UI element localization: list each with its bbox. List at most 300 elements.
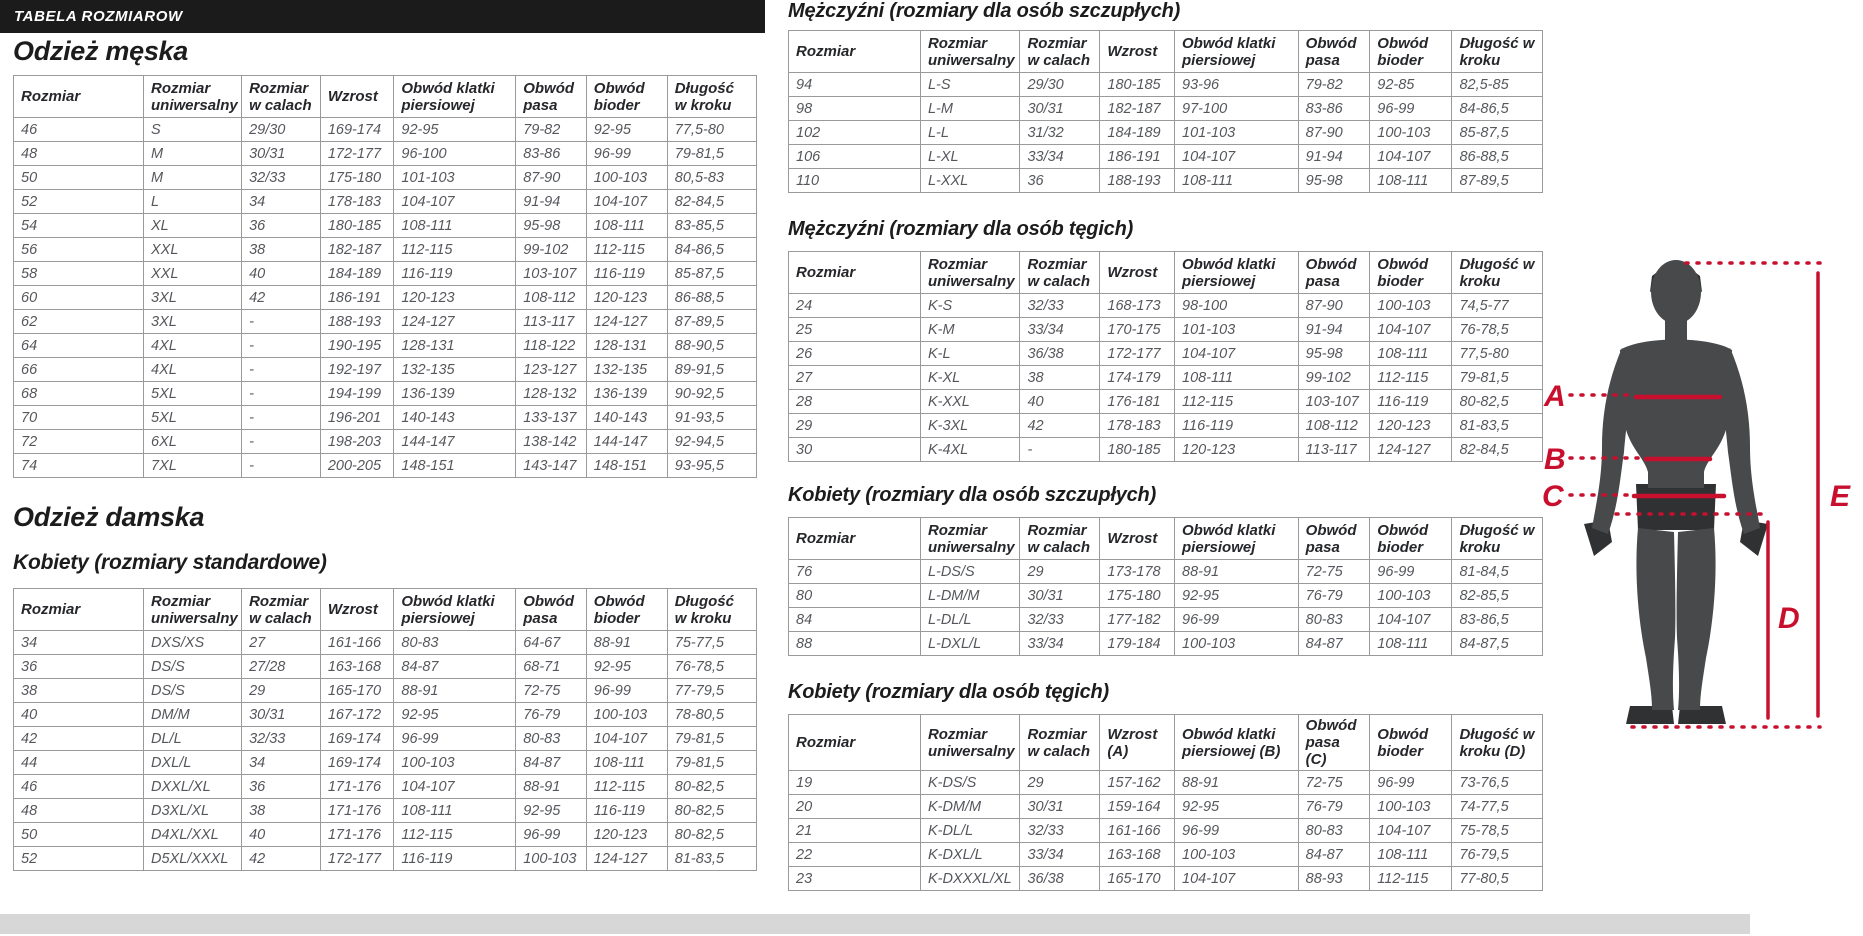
table-cell: 104-107 <box>586 190 667 214</box>
table-row <box>789 294 1543 318</box>
table-row <box>789 97 1543 121</box>
table-row <box>14 214 757 238</box>
table-row <box>789 366 1543 390</box>
table-cell: 101-103 <box>394 166 516 190</box>
table-cell: 76 <box>789 560 921 584</box>
table-cell: 132-135 <box>394 358 516 382</box>
table-cell: D5XL/XXXL <box>144 847 242 871</box>
table-row <box>789 632 1543 656</box>
table-cell: K-3XL <box>920 414 1020 438</box>
table-cell: 124-127 <box>394 310 516 334</box>
table-cell: 180-185 <box>320 214 394 238</box>
table-cell: 113-117 <box>1298 438 1370 462</box>
table-cell: - <box>242 382 321 406</box>
table-cell: 83-86 <box>1298 97 1370 121</box>
table-cell: L-XL <box>920 145 1020 169</box>
table-cell: 91-94 <box>1298 145 1370 169</box>
table-cell: 6XL <box>144 430 242 454</box>
label-C: C <box>1542 480 1564 513</box>
table-cell: L-DM/M <box>920 584 1020 608</box>
table-row <box>14 118 757 142</box>
table-cell: 76-78,5 <box>667 655 756 679</box>
table-cell: 5XL <box>144 382 242 406</box>
table-cell: 116-119 <box>394 262 516 286</box>
table-cell: 133-137 <box>516 406 587 430</box>
table-cell: 104-107 <box>394 775 516 799</box>
table-cell: 100-103 <box>1370 121 1452 145</box>
table-cell: 34 <box>242 751 321 775</box>
column-header: Rozmiar <box>789 715 921 771</box>
table-cell: 91-94 <box>1298 318 1370 342</box>
table-cell: 33/34 <box>1020 145 1100 169</box>
table-cell: 38 <box>14 679 144 703</box>
body-measurement-diagram <box>1524 188 1863 768</box>
table-cell: 184-189 <box>320 262 394 286</box>
table-cell: 96-99 <box>1370 560 1452 584</box>
table-cell: L-DS/S <box>920 560 1020 584</box>
table-cell: 92-95 <box>516 799 587 823</box>
table-cell: 172-177 <box>320 142 394 166</box>
women-size-table <box>13 588 757 871</box>
bottom-gray-band <box>0 914 1750 934</box>
table-cell: 112-115 <box>586 238 667 262</box>
table-cell: 108-111 <box>1370 843 1452 867</box>
men-size-table <box>13 75 757 478</box>
table-cell: 42 <box>1020 414 1100 438</box>
table-cell: 87-89,5 <box>667 310 756 334</box>
table-cell: 19 <box>789 771 921 795</box>
table-cell: 194-199 <box>320 382 394 406</box>
table-cell: 188-193 <box>1100 169 1175 193</box>
table-cell: 103-107 <box>1298 390 1370 414</box>
table-cell: 52 <box>14 847 144 871</box>
table-cell: 165-170 <box>1100 867 1175 891</box>
table-cell: 83-86 <box>516 142 587 166</box>
table-cell: DS/S <box>144 679 242 703</box>
table-cell: 62 <box>14 310 144 334</box>
column-header: Długość w kroku <box>667 589 756 631</box>
table-row <box>789 608 1543 632</box>
table-cell: 92-85 <box>1370 73 1452 97</box>
table-cell: 92-95 <box>1175 795 1299 819</box>
table-cell: 101-103 <box>1175 318 1299 342</box>
table-cell: K-DL/L <box>920 819 1020 843</box>
table-row <box>14 262 757 286</box>
table-cell: 174-179 <box>1100 366 1175 390</box>
table-cell: 172-177 <box>320 847 394 871</box>
table-cell: 120-123 <box>1175 438 1299 462</box>
table-row <box>789 819 1543 843</box>
column-header: Wzrost <box>1100 252 1175 294</box>
table-cell: 144-147 <box>586 430 667 454</box>
table-cell: - <box>242 430 321 454</box>
women-slim-table <box>788 517 1543 656</box>
table-cell: 108-112 <box>516 286 587 310</box>
table-cell: 77,5-80 <box>1452 342 1543 366</box>
table-cell: 113-117 <box>516 310 587 334</box>
table-cell: 77,5-80 <box>667 118 756 142</box>
table-cell: 104-107 <box>1370 318 1452 342</box>
table-cell: 80 <box>789 584 921 608</box>
table-cell: 72-75 <box>516 679 587 703</box>
table-cell: 96-99 <box>586 142 667 166</box>
table-cell: 22 <box>789 843 921 867</box>
table-cell: 66 <box>14 358 144 382</box>
table-cell: 175-180 <box>320 166 394 190</box>
table-cell: 165-170 <box>320 679 394 703</box>
table-cell: XL <box>144 214 242 238</box>
men-slim-title: Mężczyźni (rozmiary dla osób szczupłych) <box>788 0 1181 22</box>
table-cell: 116-119 <box>586 799 667 823</box>
table-cell: 84 <box>789 608 921 632</box>
table-cell: 76-78,5 <box>1452 318 1543 342</box>
women-stout-table-wrap <box>788 714 1543 891</box>
table-cell: 42 <box>242 286 321 310</box>
table-cell: 120-123 <box>586 823 667 847</box>
table-row <box>789 318 1543 342</box>
table-cell: 116-119 <box>586 262 667 286</box>
column-header: Rozmiar <box>14 76 144 118</box>
table-row <box>789 169 1543 193</box>
table-cell: 86-88,5 <box>667 286 756 310</box>
column-header: Obwód bioder <box>1370 715 1452 771</box>
column-header: Obwód bioder <box>586 589 667 631</box>
table-row <box>14 751 757 775</box>
table-cell: 100-103 <box>586 703 667 727</box>
table-cell: 80-82,5 <box>667 799 756 823</box>
table-cell: 178-183 <box>320 190 394 214</box>
table-cell: 161-166 <box>320 631 394 655</box>
column-header: Obwód bioder <box>586 76 667 118</box>
column-header: Długość w kroku <box>1452 252 1543 294</box>
table-cell: - <box>242 406 321 430</box>
label-D: D <box>1778 602 1800 635</box>
header-row <box>789 715 1543 771</box>
table-cell: 173-178 <box>1100 560 1175 584</box>
table-cell: 108-111 <box>586 751 667 775</box>
table-cell: - <box>1020 438 1100 462</box>
men-section-title: Odzież męska <box>13 36 188 66</box>
table-cell: 182-187 <box>1100 97 1175 121</box>
table-cell: 81-83,5 <box>667 847 756 871</box>
table-cell: 81-84,5 <box>1452 560 1543 584</box>
table-cell: 161-166 <box>1100 819 1175 843</box>
table-cell: 99-102 <box>516 238 587 262</box>
table-cell: 108-112 <box>1298 414 1370 438</box>
men-slim-table-wrap <box>788 30 1543 193</box>
table-cell: 74,5-77 <box>1452 294 1543 318</box>
table-cell: 86-88,5 <box>1452 145 1543 169</box>
table-cell: 29 <box>1020 771 1100 795</box>
table-row <box>14 166 757 190</box>
column-header: Rozmiar w calach <box>242 589 321 631</box>
table-cell: 96-99 <box>516 823 587 847</box>
table-cell: 98 <box>789 97 921 121</box>
label-E: E <box>1830 480 1851 513</box>
table-cell: - <box>242 454 321 478</box>
table-cell: 50 <box>14 166 144 190</box>
table-cell: 87-90 <box>1298 121 1370 145</box>
table-cell: DL/L <box>144 727 242 751</box>
table-cell: 46 <box>14 775 144 799</box>
table-cell: 56 <box>14 238 144 262</box>
table-cell: 5XL <box>144 406 242 430</box>
table-cell: 48 <box>14 142 144 166</box>
table-row <box>14 655 757 679</box>
table-row <box>789 843 1543 867</box>
table-cell: L-M <box>920 97 1020 121</box>
table-cell: 116-119 <box>1370 390 1452 414</box>
table-cell: 90-92,5 <box>667 382 756 406</box>
table-cell: 29/30 <box>242 118 321 142</box>
table-cell: 84-87 <box>394 655 516 679</box>
table-cell: 20 <box>789 795 921 819</box>
column-header: Rozmiar w calach <box>1020 518 1100 560</box>
column-header: Obwód klatki piersiowej <box>1175 252 1299 294</box>
table-cell: 80-83 <box>1298 819 1370 843</box>
column-header: Długość w kroku <box>1452 31 1543 73</box>
table-cell: M <box>144 166 242 190</box>
table-cell: 104-107 <box>1370 608 1452 632</box>
column-header: Wzrost <box>1100 31 1175 73</box>
column-header: Obwód pasa <box>1298 518 1370 560</box>
table-cell: 138-142 <box>516 430 587 454</box>
table-cell: 136-139 <box>586 382 667 406</box>
table-cell: 44 <box>14 751 144 775</box>
table-cell: 104-107 <box>586 727 667 751</box>
table-cell: 78-80,5 <box>667 703 756 727</box>
table-cell: 132-135 <box>586 358 667 382</box>
column-header: Obwód bioder <box>1370 31 1452 73</box>
table-cell: 171-176 <box>320 823 394 847</box>
header-row <box>14 76 757 118</box>
table-cell: 120-123 <box>1370 414 1452 438</box>
table-cell: K-DS/S <box>920 771 1020 795</box>
table-cell: 184-189 <box>1100 121 1175 145</box>
table-cell: 177-182 <box>1100 608 1175 632</box>
table-cell: 79-82 <box>1298 73 1370 97</box>
table-cell: 80-82,5 <box>667 823 756 847</box>
table-cell: 75-77,5 <box>667 631 756 655</box>
table-cell: 128-132 <box>516 382 587 406</box>
women-stout-table <box>788 714 1543 891</box>
column-header: Rozmiar <box>789 252 921 294</box>
table-cell: D3XL/XL <box>144 799 242 823</box>
table-cell: 88-91 <box>516 775 587 799</box>
table-cell: 83-86,5 <box>1452 608 1543 632</box>
table-cell: 140-143 <box>586 406 667 430</box>
table-cell: 95-98 <box>516 214 587 238</box>
column-header: Wzrost (A) <box>1100 715 1175 771</box>
table-cell: S <box>144 118 242 142</box>
table-cell: 143-147 <box>516 454 587 478</box>
table-row <box>789 342 1543 366</box>
table-row <box>789 438 1543 462</box>
table-row <box>789 867 1543 891</box>
table-cell: 136-139 <box>394 382 516 406</box>
header-row <box>789 518 1543 560</box>
women-stout-title: Kobiety (rozmiary dla osób tęgich) <box>788 681 1110 703</box>
table-cell: 92-94,5 <box>667 430 756 454</box>
table-cell: 89-91,5 <box>667 358 756 382</box>
table-cell: 82-84,5 <box>667 190 756 214</box>
column-header: Wzrost <box>320 76 394 118</box>
table-cell: 96-99 <box>586 679 667 703</box>
table-row <box>14 679 757 703</box>
table-cell: 108-111 <box>394 214 516 238</box>
table-cell: 76-79 <box>516 703 587 727</box>
header-row <box>789 31 1543 73</box>
table-cell: 85-87,5 <box>667 262 756 286</box>
table-cell: - <box>242 358 321 382</box>
table-row <box>14 358 757 382</box>
men-size-table-wrap <box>13 75 757 478</box>
table-cell: 112-115 <box>1370 366 1452 390</box>
table-row <box>789 771 1543 795</box>
table-cell: 28 <box>789 390 921 414</box>
table-row <box>14 238 757 262</box>
column-header: Obwód pasa <box>1298 31 1370 73</box>
table-cell: 180-185 <box>1100 438 1175 462</box>
table-cell: 178-183 <box>1100 414 1175 438</box>
table-cell: 80-82,5 <box>667 775 756 799</box>
table-cell: 74-77,5 <box>1452 795 1543 819</box>
table-cell: 100-103 <box>516 847 587 871</box>
table-cell: 76-79 <box>1298 795 1370 819</box>
table-cell: 29 <box>789 414 921 438</box>
table-cell: K-XL <box>920 366 1020 390</box>
column-header: Rozmiar w calach <box>1020 252 1100 294</box>
table-cell: 58 <box>14 262 144 286</box>
table-row <box>14 334 757 358</box>
table-cell: 36 <box>242 214 321 238</box>
table-cell: 36/38 <box>1020 342 1100 366</box>
table-cell: 93-95,5 <box>667 454 756 478</box>
table-cell: 84-86,5 <box>667 238 756 262</box>
table-cell: 82-84,5 <box>1452 438 1543 462</box>
table-cell: 102 <box>789 121 921 145</box>
table-cell: 100-103 <box>586 166 667 190</box>
table-cell: DXXL/XL <box>144 775 242 799</box>
column-header: Rozmiar w calach <box>1020 715 1100 771</box>
label-B: B <box>1544 443 1566 476</box>
table-cell: 103-107 <box>516 262 587 286</box>
table-row <box>14 286 757 310</box>
table-cell: 31/32 <box>1020 121 1100 145</box>
table-cell: 42 <box>242 847 321 871</box>
table-cell: 104-107 <box>1370 819 1452 843</box>
table-cell: 26 <box>789 342 921 366</box>
table-cell: 163-168 <box>1100 843 1175 867</box>
table-cell: - <box>242 310 321 334</box>
table-cell: 80-82,5 <box>1452 390 1543 414</box>
table-cell: K-XXL <box>920 390 1020 414</box>
column-header: Obwód pasa <box>516 589 587 631</box>
table-cell: 50 <box>14 823 144 847</box>
label-A: A <box>1544 380 1566 413</box>
table-cell: 157-162 <box>1100 771 1175 795</box>
table-cell: 87-89,5 <box>1452 169 1543 193</box>
table-cell: 100-103 <box>394 751 516 775</box>
table-cell: 104-107 <box>1175 867 1299 891</box>
table-cell: 32/33 <box>242 166 321 190</box>
table-cell: 27/28 <box>242 655 321 679</box>
table-cell: 108-111 <box>586 214 667 238</box>
table-cell: 200-205 <box>320 454 394 478</box>
table-cell: 92-95 <box>586 655 667 679</box>
table-cell: 30/31 <box>242 703 321 727</box>
table-cell: 30/31 <box>242 142 321 166</box>
table-cell: 74 <box>14 454 144 478</box>
table-cell: L-XXL <box>920 169 1020 193</box>
table-cell: 104-107 <box>1370 145 1452 169</box>
column-header: Wzrost <box>1100 518 1175 560</box>
table-row <box>14 430 757 454</box>
table-cell: 108-111 <box>1370 632 1452 656</box>
table-cell: 84-87 <box>1298 843 1370 867</box>
table-cell: 186-191 <box>320 286 394 310</box>
table-cell: 88-91 <box>586 631 667 655</box>
table-cell: 100-103 <box>1370 294 1452 318</box>
table-cell: 81-83,5 <box>1452 414 1543 438</box>
table-cell: 163-168 <box>320 655 394 679</box>
table-cell: 29 <box>1020 560 1100 584</box>
men-stout-table <box>788 251 1543 462</box>
table-row <box>789 584 1543 608</box>
table-cell: 29 <box>242 679 321 703</box>
table-cell: 85-87,5 <box>1452 121 1543 145</box>
table-cell: 182-187 <box>320 238 394 262</box>
table-row <box>14 310 757 334</box>
table-cell: XXL <box>144 262 242 286</box>
table-cell: 64 <box>14 334 144 358</box>
size-table-header-bar <box>0 0 765 33</box>
table-cell: 27 <box>242 631 321 655</box>
men-stout-table-wrap <box>788 251 1543 462</box>
table-cell: 123-127 <box>516 358 587 382</box>
table-cell: 110 <box>789 169 921 193</box>
table-cell: 68-71 <box>516 655 587 679</box>
table-cell: 112-115 <box>394 823 516 847</box>
table-cell: 96-99 <box>394 727 516 751</box>
table-row <box>14 727 757 751</box>
table-cell: 80-83 <box>394 631 516 655</box>
column-header: Obwód klatki piersiowej <box>394 76 516 118</box>
table-row <box>14 847 757 871</box>
table-cell: 100-103 <box>1370 584 1452 608</box>
table-cell: 77-80,5 <box>1452 867 1543 891</box>
table-cell: 21 <box>789 819 921 843</box>
table-cell: 98-100 <box>1175 294 1299 318</box>
table-cell: 46 <box>14 118 144 142</box>
table-row <box>14 454 757 478</box>
table-cell: 170-175 <box>1100 318 1175 342</box>
table-cell: 92-95 <box>1175 584 1299 608</box>
table-cell: 4XL <box>144 334 242 358</box>
table-cell: 36 <box>1020 169 1100 193</box>
table-cell: 112-115 <box>1175 390 1299 414</box>
table-cell: 40 <box>14 703 144 727</box>
table-cell: 83-85,5 <box>667 214 756 238</box>
table-cell: 169-174 <box>320 727 394 751</box>
table-cell: 186-191 <box>1100 145 1175 169</box>
table-cell: 60 <box>14 286 144 310</box>
table-cell: 52 <box>14 190 144 214</box>
table-cell: DS/S <box>144 655 242 679</box>
table-cell: K-L <box>920 342 1020 366</box>
column-header: Obwód pasa <box>1298 252 1370 294</box>
table-cell: 70 <box>14 406 144 430</box>
